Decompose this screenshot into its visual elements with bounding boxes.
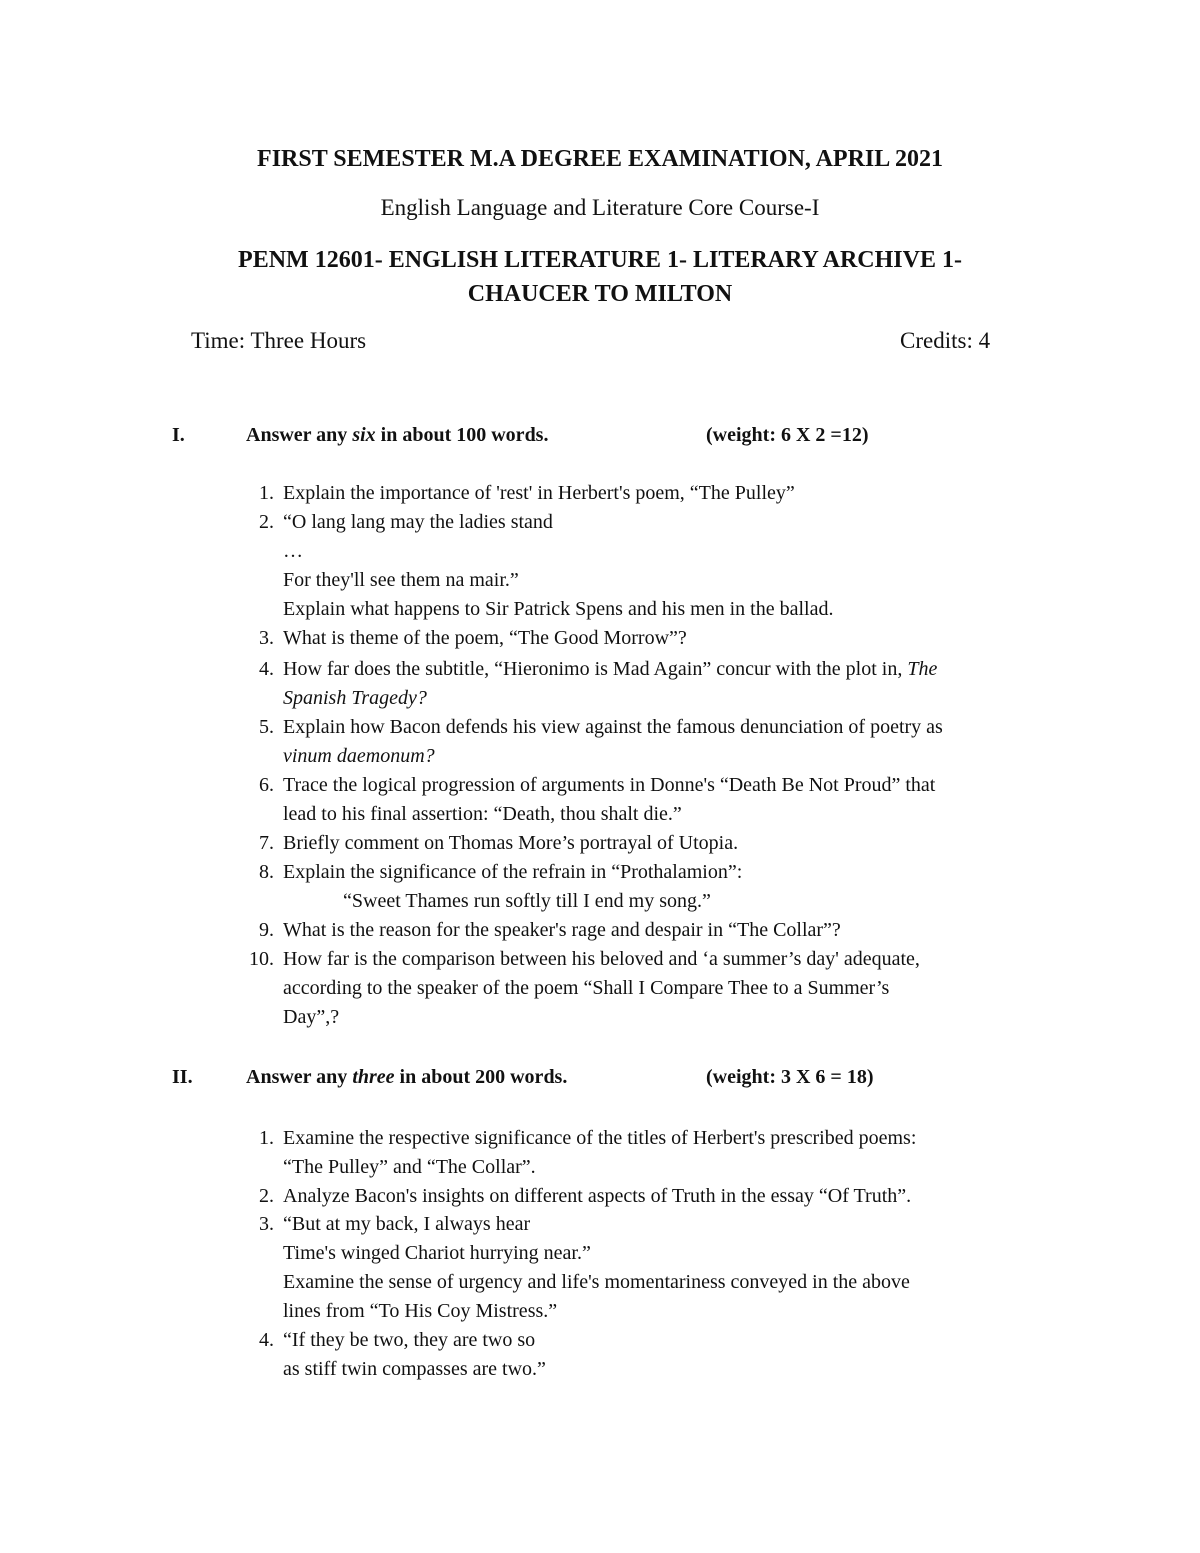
section1-weight: (weight: 6 X 2 =12) (706, 424, 869, 446)
exam-title: FIRST SEMESTER M.A DEGREE EXAMINATION, APRIL 2021 (257, 146, 943, 172)
exam-credits: Credits: 4 (900, 328, 991, 353)
section2-instruction: Answer any three in about 200 words. (246, 1066, 568, 1088)
section2-number: II. (172, 1066, 193, 1088)
paper-title-line2: CHAUCER TO MILTON (467, 281, 733, 307)
exam-time: Time: Three Hours (191, 328, 367, 353)
exam-page: FIRST SEMESTER M.A DEGREE EXAMINATION, APRIL 2021 English Language and Literature Core Course-I PENM 12601- ENGLISH LITERATURE 1- LITERARY ARCHIVE 1- CHAUCER TO MILTON Time: Three Hours Credits: 4 I. Answer any six in about 100 words. (weight: 6 X 2 =12) 1. Explain the importance of 'rest' in Herbert's poem, “The Pulley” 2. “O lang lang may the ladies stand … For they'll see them na mair.” Explain what happens to Sir Patrick Spens and his men in the ballad. 3. What is theme of the poem, “The Good Morrow”? 4. How far does the subtitle, “Hieronimo is Mad Again” concur with the plot in, The Spanish Tragedy? 5. Explain how Bacon defends his view against the famous denunciation of poetry as vinum daemonum? 6. Trace the logical progression of arguments in Donne's “Death Be Not Proud” that lead to his final assertion: “Death, thou shalt die.” 7. Briefly comment on Thomas More’s portrayal of Utopia. 8. Explain the significance of the refrain in “Prothalamion”: “Sweet Thames run softly till I end my song.” 9. What is the reason for the speaker's rage and despair in “The Collar”? 10. How far is the comparison between his beloved and ‘a summer’s day' adequate, according to the speaker of the poem “Shall I Compare Thee to a Summer’s Day”,? II. Answer any three in about 200 words. (weight: 3 X 6 = 18) 1. Examine the respective significance of the titles of Herbert's prescribed poems: “The Pulley” and “The Collar”. 2. Analyze Bacon's insights on different aspects of Truth in the essay “Of Truth”. 3. “But at my back, I always hear Time's winged Chariot hurrying near.” Examine the sense of urgency and life's momentariness conveyed in the above lines from “To His Coy Mistress.” 4. “If they be two, they are two so as stiff twin compasses are two.” (0, 0, 1200, 1553)
paper-title-line1: PENM 12601- ENGLISH LITERATURE 1- LITERARY ARCHIVE 1- (238, 247, 962, 273)
section1-instruction: Answer any six in about 100 words. (246, 424, 549, 446)
section1-number: I. (172, 424, 185, 446)
section2-weight: (weight: 3 X 6 = 18) (706, 1066, 874, 1088)
course-name: English Language and Literature Core Course-I (380, 195, 820, 220)
